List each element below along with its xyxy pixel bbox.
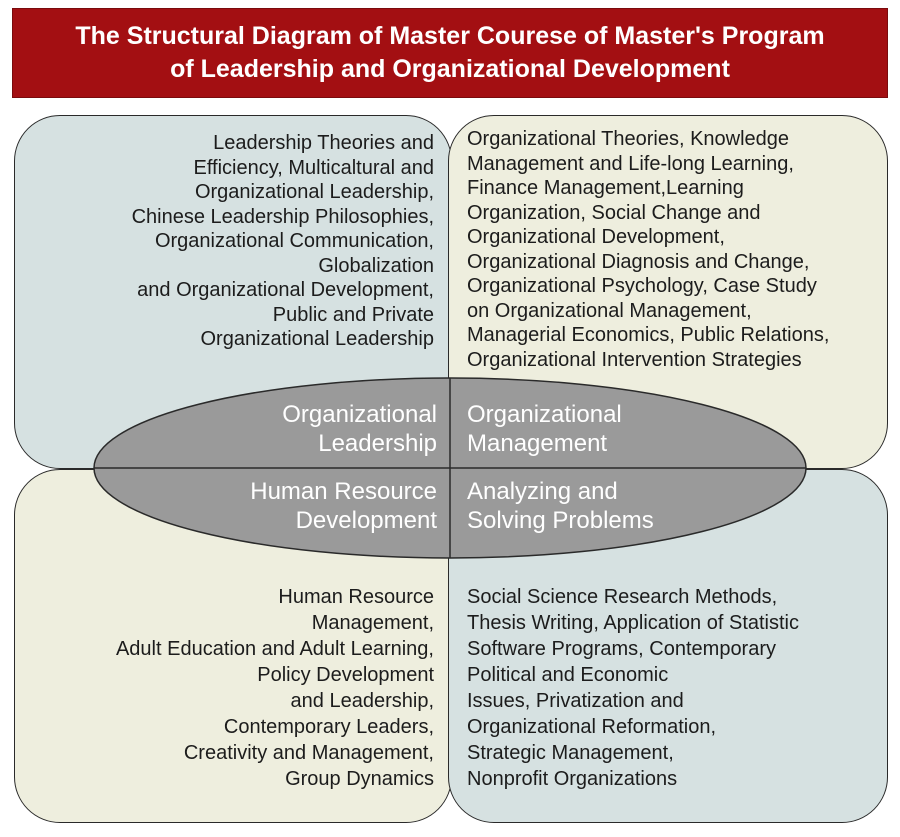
courses-human-resource-development: Human Resource Management, Adult Education and Adult Learning, Policy Development and Leadership, Contemporary Leaders, Creativity and Management, Group Dynamics bbox=[115, 586, 434, 790]
courses-organizational-management: Organizational Theories, Knowledge Management and Life-long Learning, Finance Management,Learning Organization, Social Change and Organizational Development, Organizational Diagnosis and Change, Organizational Psychology, Case Study on Organizational Management, Managerial Economics, Public Relations, Organizational Intervention Strategies bbox=[467, 128, 830, 371]
heading-organizational-management: Organizational Management bbox=[467, 401, 622, 457]
courses-analyzing-solving-problems: Social Science Research Methods, Thesis Writing, Application of Statistic Software Programs, Contemporary Political and Economic Issues, Privatization and Organizational Reformation, Strategic Management, Nonprofit Organizations bbox=[467, 586, 799, 790]
title-line-1: The Structural Diagram of Master Courese of Master's Program bbox=[75, 22, 825, 50]
title-line-2: of Leadership and Organizational Development bbox=[170, 55, 730, 83]
heading-analyzing-solving-problems: Analyzing and Solving Problems bbox=[467, 478, 654, 534]
heading-organizational-leadership: Organizational Leadership bbox=[282, 401, 437, 457]
courses-organizational-leadership: Leadership Theories and Efficiency, Multicaltural and Organizational Leadership, Chinese Leadership Philosophies, Organizational Communication, Globalization and Organizational Development, Public and Private Organizational Leadership bbox=[131, 132, 434, 350]
heading-human-resource-development: Human Resource Development bbox=[250, 478, 437, 534]
